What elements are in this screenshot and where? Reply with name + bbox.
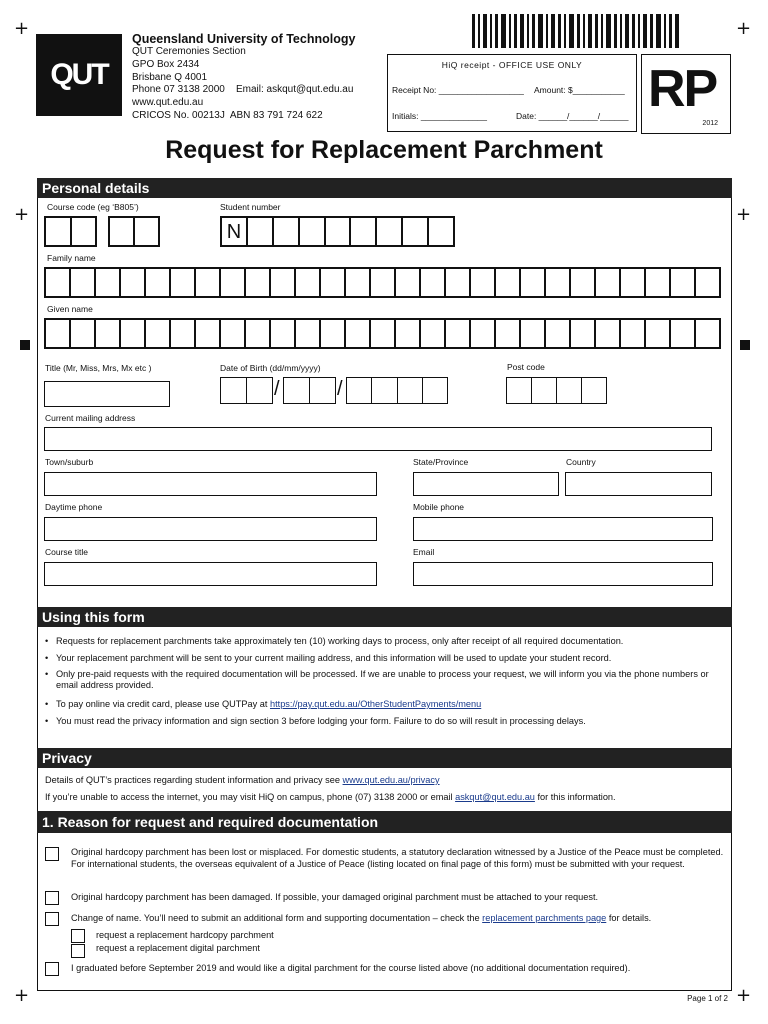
form-year: 2012	[702, 120, 718, 127]
page-number: Page 1 of 2	[687, 994, 728, 1003]
hardcopy-checkbox[interactable]	[71, 929, 85, 943]
privacy-line-2: If you’re unable to access the internet, you may visit HiQ on campus, phone (07) 3138 2000 or email askqut@qut.edu.au for this information.	[45, 792, 616, 802]
section-reason-heading: 1. Reason for request and required documentation	[37, 811, 732, 833]
registration-mark: +	[14, 18, 30, 39]
country-label: Country	[566, 457, 596, 467]
course-title-label: Course title	[45, 547, 88, 557]
mailing-address-label: Current mailing address	[45, 413, 136, 423]
qutpay-link[interactable]: https://pay.qut.edu.au/OtherStudentPayments/menu	[269, 699, 482, 709]
pre-2019-checkbox[interactable]	[45, 962, 59, 976]
amount: Amount: $___________	[534, 85, 625, 95]
form-code-box	[641, 54, 731, 134]
form-code: RP	[648, 60, 717, 118]
course-title-input[interactable]	[44, 562, 377, 586]
office-receipt-box	[387, 54, 637, 132]
mobile-phone-input[interactable]	[413, 517, 713, 541]
using-bullet: • Requests for replacement parchments take approximately ten (10) working days to process, only after receipt of all required documentation.	[45, 636, 715, 647]
privacy-link[interactable]: www.qut.edu.au/privacy	[342, 775, 440, 785]
privacy-line-1: Details of QUT’s practices regarding student information and privacy see www.qut.edu.au/privacy	[45, 775, 440, 785]
student-number-input[interactable]	[220, 216, 455, 247]
postcode-label: Post code	[507, 362, 545, 372]
contact-address: QUT Ceremonies Section GPO Box 2434 Brisbane Q 4001 Phone 07 3138 2000 Email: askqut@qut.edu.au www.qut.edu.au CRICOS No. 00213J ABN 83 791 724 622	[132, 46, 354, 121]
section-using-heading: Using this form	[37, 607, 732, 627]
postcode-input[interactable]	[506, 377, 607, 404]
change-of-name-checkbox[interactable]	[45, 912, 59, 926]
using-bullet: • You must read the privacy information and sign section 3 before lodging your form. Failure to do so will result in processing delays.	[45, 716, 715, 727]
email-input[interactable]	[413, 562, 713, 586]
dob-separator: /	[337, 378, 343, 400]
registration-mark: +	[14, 985, 30, 1006]
mobile-phone-label: Mobile phone	[413, 502, 465, 512]
country-input[interactable]	[565, 472, 712, 496]
daytime-phone-input[interactable]	[44, 517, 377, 541]
student-number-prefix: N	[222, 218, 248, 245]
section-privacy-heading: Privacy	[37, 748, 732, 768]
state-label: State/Province	[413, 457, 469, 467]
qut-logo: QUT	[36, 34, 122, 116]
registration-mark: +	[14, 204, 30, 225]
pre-2019-text: I graduated before September 2019 and would like a digital parchment for the course listed above (no additional documentation required).	[71, 963, 631, 973]
hardcopy-text: request a replacement hardcopy parchment	[96, 930, 274, 940]
damaged-parchment-checkbox[interactable]	[45, 891, 59, 905]
town-input[interactable]	[44, 472, 377, 496]
receipt-date: Date: ______/______/______	[516, 111, 629, 121]
registration-mark: +	[736, 18, 752, 39]
mailing-address-input[interactable]	[44, 427, 712, 451]
page-title: Request for Replacement Parchment	[165, 136, 603, 164]
registration-square	[740, 340, 750, 350]
damaged-parchment-text: Original hardcopy parchment has been damaged. If possible, your damaged original parchment must be attached to your request.	[71, 892, 599, 902]
daytime-phone-label: Daytime phone	[45, 502, 103, 512]
dob-year-input[interactable]	[346, 377, 448, 404]
course-code-label: Course code (eg ‘B805’)	[47, 202, 139, 212]
digital-checkbox[interactable]	[71, 944, 85, 958]
dob-day-input[interactable]	[220, 377, 273, 404]
family-name-label: Family name	[47, 253, 96, 263]
dob-label: Date of Birth (dd/mm/yyyy)	[220, 363, 321, 373]
title-input[interactable]	[44, 381, 170, 407]
using-bullet: • To pay online via credit card, please use QUTPay at https://pay.qut.edu.au/OtherStudentPayments/menu	[45, 699, 715, 710]
lost-parchment-checkbox[interactable]	[45, 847, 59, 861]
askqut-email-link[interactable]: askqut@qut.edu.au	[455, 792, 535, 802]
student-number-label: Student number	[220, 202, 281, 212]
email-label: Email	[413, 547, 435, 557]
using-bullet: • Your replacement parchment will be sent to your current mailing address, and this information will be used to update your student record.	[45, 653, 715, 664]
family-name-input[interactable]	[44, 267, 721, 298]
state-input[interactable]	[413, 472, 559, 496]
given-name-input[interactable]	[44, 318, 721, 349]
town-label: Town/suburb	[45, 457, 94, 467]
registration-square	[20, 340, 30, 350]
given-name-label: Given name	[47, 304, 93, 314]
section-personal-heading: Personal details	[37, 178, 732, 198]
receipt-title: HiQ receipt - OFFICE USE ONLY	[441, 60, 583, 70]
digital-text: request a replacement digital parchment	[96, 943, 260, 953]
registration-mark: +	[736, 204, 752, 225]
course-code-input-a[interactable]	[44, 216, 97, 247]
lost-parchment-text: Original hardcopy parchment has been lost or misplaced. For domestic students, a statutory declaration witnessed by a Justice of the Peace must be completed. For international students, the overseas equivalent of a Justice of Peace (listing located on final page of this form) must be submitted with your request.	[71, 847, 724, 870]
barcode	[472, 14, 730, 48]
dob-separator: /	[274, 378, 280, 400]
change-of-name-text: Change of name. You’ll need to submit an additional form and supporting documentation – check the replacement parchments page for details.	[71, 913, 652, 923]
title-label: Title (Mr, Miss, Mrs, Mx etc )	[45, 363, 152, 373]
dob-month-input[interactable]	[283, 377, 336, 404]
university-name: Queensland University of Technology	[132, 32, 356, 46]
registration-mark: +	[736, 985, 752, 1006]
course-code-input-b[interactable]	[108, 216, 160, 247]
replacement-parchments-link[interactable]: replacement parchments page	[482, 913, 607, 923]
receipt-no: Receipt No: __________________	[392, 85, 524, 95]
using-bullet: • Only pre-paid requests with the required documentation will be processed. If we are unable to process your request, we will inform you via the phone numbers or email address provided.	[45, 669, 715, 691]
initials: Initials: ______________	[392, 111, 487, 121]
